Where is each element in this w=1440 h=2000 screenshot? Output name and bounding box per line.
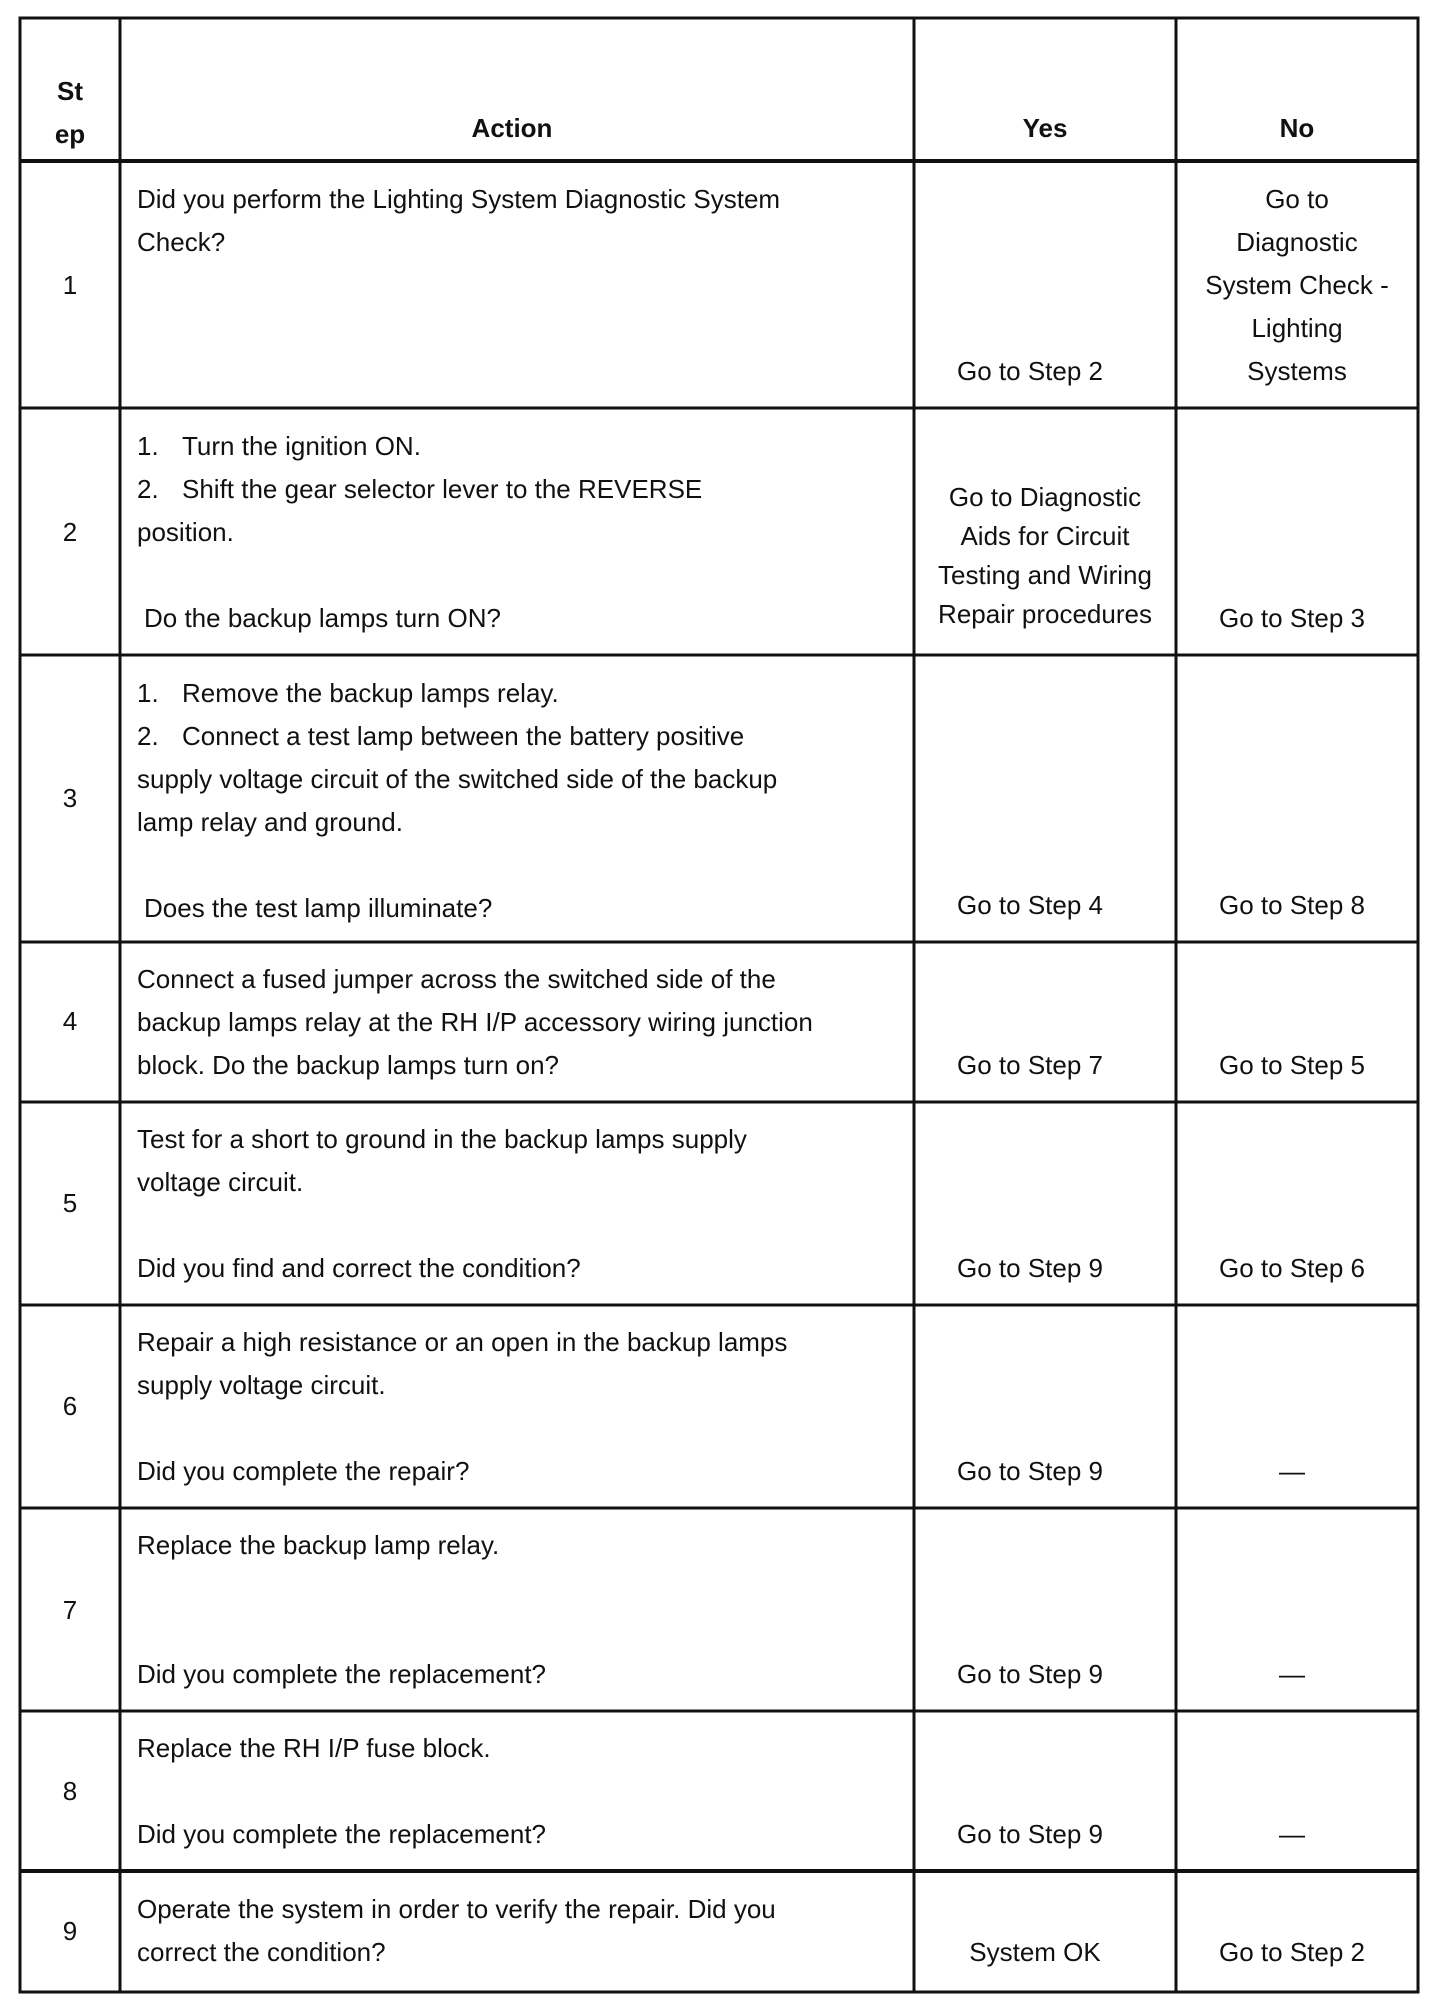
header-step [20, 70, 120, 156]
action-text [137, 1524, 907, 1696]
header-no: No [1279, 113, 1315, 143]
yes-result [914, 350, 1146, 393]
no-line: — [1279, 1819, 1305, 1849]
header-yes: Yes [1022, 113, 1068, 143]
action-text [137, 958, 907, 1087]
no-result [1176, 1653, 1408, 1696]
action-question: Did you complete the repair? [137, 1456, 470, 1486]
yes-result [914, 1931, 1156, 1974]
yes-result [914, 1247, 1146, 1290]
action-text [137, 1727, 907, 1856]
yes-line: Testing and Wiring [938, 560, 1152, 590]
step-number: 2 [62, 517, 78, 547]
header-step-line-1: St [57, 76, 83, 106]
yes-line: Go to Step 7 [957, 1050, 1103, 1080]
action-spacer [137, 1407, 907, 1450]
no-line: Go to Step 2 [1219, 1937, 1365, 1967]
action-line: Replace the backup lamp relay. [137, 1530, 500, 1560]
no-line: Lighting [1251, 313, 1343, 343]
no-line: Go to Step 8 [1219, 890, 1365, 920]
no-line: — [1279, 1456, 1305, 1486]
yes-result [914, 884, 1146, 927]
action-line: Did you perform the Lighting System Diagnostic System [137, 184, 781, 214]
action-text [137, 1888, 907, 1974]
action-list-item [137, 468, 907, 511]
action-line: Operate the system in order to verify the repair. Did you [137, 1894, 776, 1924]
step-number: 9 [62, 1916, 78, 1946]
action-line: voltage circuit. [137, 1167, 304, 1197]
action-spacer [137, 1770, 907, 1813]
no-line: Go to Step 5 [1219, 1050, 1365, 1080]
action-list-item [137, 425, 907, 468]
action-question: Do the backup lamps turn ON? [144, 603, 501, 633]
action-list-item [137, 715, 907, 758]
action-text [137, 1321, 907, 1493]
no-result [1176, 1813, 1408, 1856]
list-text: Turn the ignition ON. [182, 431, 421, 461]
no-line: Go to [1265, 184, 1329, 214]
yes-line: Go to Step 9 [957, 1819, 1103, 1849]
no-line: Go to Step 3 [1219, 603, 1365, 633]
action-line: Repair a high resistance or an open in the backup lamps [137, 1327, 788, 1357]
action-question: Does the test lamp illuminate? [144, 893, 493, 923]
yes-result [914, 1653, 1146, 1696]
no-result [1176, 884, 1408, 927]
action-question: Did you find and correct the condition? [137, 1253, 581, 1283]
step-number: 7 [62, 1595, 78, 1625]
action-line: Replace the RH I/P fuse block. [137, 1733, 491, 1763]
no-line: System Check - [1205, 270, 1389, 300]
yes-line: Go to Step 2 [957, 356, 1103, 386]
no-result [1176, 1931, 1408, 1974]
no-result [1176, 1247, 1408, 1290]
list-text: Shift the gear selector lever to the REVERSE [182, 474, 703, 504]
yes-result [914, 478, 1176, 634]
list-number: 1. [137, 431, 159, 461]
action-question: Did you complete the replacement? [137, 1819, 547, 1849]
action-text [137, 1118, 907, 1290]
yes-line: Repair procedures [938, 599, 1152, 629]
yes-line: Go to Step 9 [957, 1253, 1103, 1283]
yes-line: Go to Step 9 [957, 1659, 1103, 1689]
no-line: Systems [1247, 356, 1347, 386]
no-line: Diagnostic [1236, 227, 1358, 257]
action-line: position. [137, 517, 234, 547]
list-text: Remove the backup lamps relay. [182, 678, 559, 708]
action-spacer [137, 844, 907, 887]
no-line: Go to Step 6 [1219, 1253, 1365, 1283]
action-spacer [137, 554, 907, 597]
action-text [137, 425, 907, 640]
action-spacer [137, 1567, 907, 1610]
yes-result [914, 1813, 1146, 1856]
list-number: 2. [137, 474, 159, 504]
action-line: backup lamps relay at the RH I/P accessory wiring junction [137, 1007, 813, 1037]
action-text [137, 178, 907, 264]
step-number: 6 [62, 1391, 78, 1421]
yes-result [914, 1450, 1146, 1493]
action-line: supply voltage circuit. [137, 1370, 386, 1400]
step-number: 4 [62, 1006, 78, 1036]
action-line: Connect a fused jumper across the switched side of the [137, 964, 776, 994]
header-action: Action [471, 113, 553, 143]
action-line: Test for a short to ground in the backup lamps supply [137, 1124, 747, 1154]
action-text [137, 672, 907, 930]
yes-line: System OK [969, 1937, 1101, 1967]
action-line: block. Do the backup lamps turn on? [137, 1050, 560, 1080]
list-number: 1. [137, 678, 159, 708]
action-line: supply voltage circuit of the switched side of the backup [137, 764, 778, 794]
no-result [1176, 1450, 1408, 1493]
step-number: 1 [62, 270, 78, 300]
step-number: 5 [62, 1188, 78, 1218]
header-step-line-2: ep [54, 119, 86, 149]
list-text: Connect a test lamp between the battery positive [182, 721, 745, 751]
action-line: lamp relay and ground. [137, 807, 403, 837]
action-list-item [137, 672, 907, 715]
no-result [1176, 1044, 1408, 1087]
action-line: correct the condition? [137, 1937, 386, 1967]
no-line: — [1279, 1659, 1305, 1689]
action-question: Did you complete the replacement? [137, 1659, 547, 1689]
yes-line: Go to Diagnostic [948, 482, 1142, 512]
no-result [1176, 178, 1418, 393]
yes-line: Aids for Circuit [960, 521, 1130, 551]
action-spacer [137, 1204, 907, 1247]
list-number: 2. [137, 721, 159, 751]
yes-line: Go to Step 4 [957, 890, 1103, 920]
action-spacer [137, 1610, 907, 1653]
action-line: Check? [137, 227, 226, 257]
yes-line: Go to Step 9 [957, 1456, 1103, 1486]
yes-result [914, 1044, 1146, 1087]
step-number: 3 [62, 783, 78, 813]
no-result [1176, 597, 1408, 640]
step-number: 8 [62, 1776, 78, 1806]
